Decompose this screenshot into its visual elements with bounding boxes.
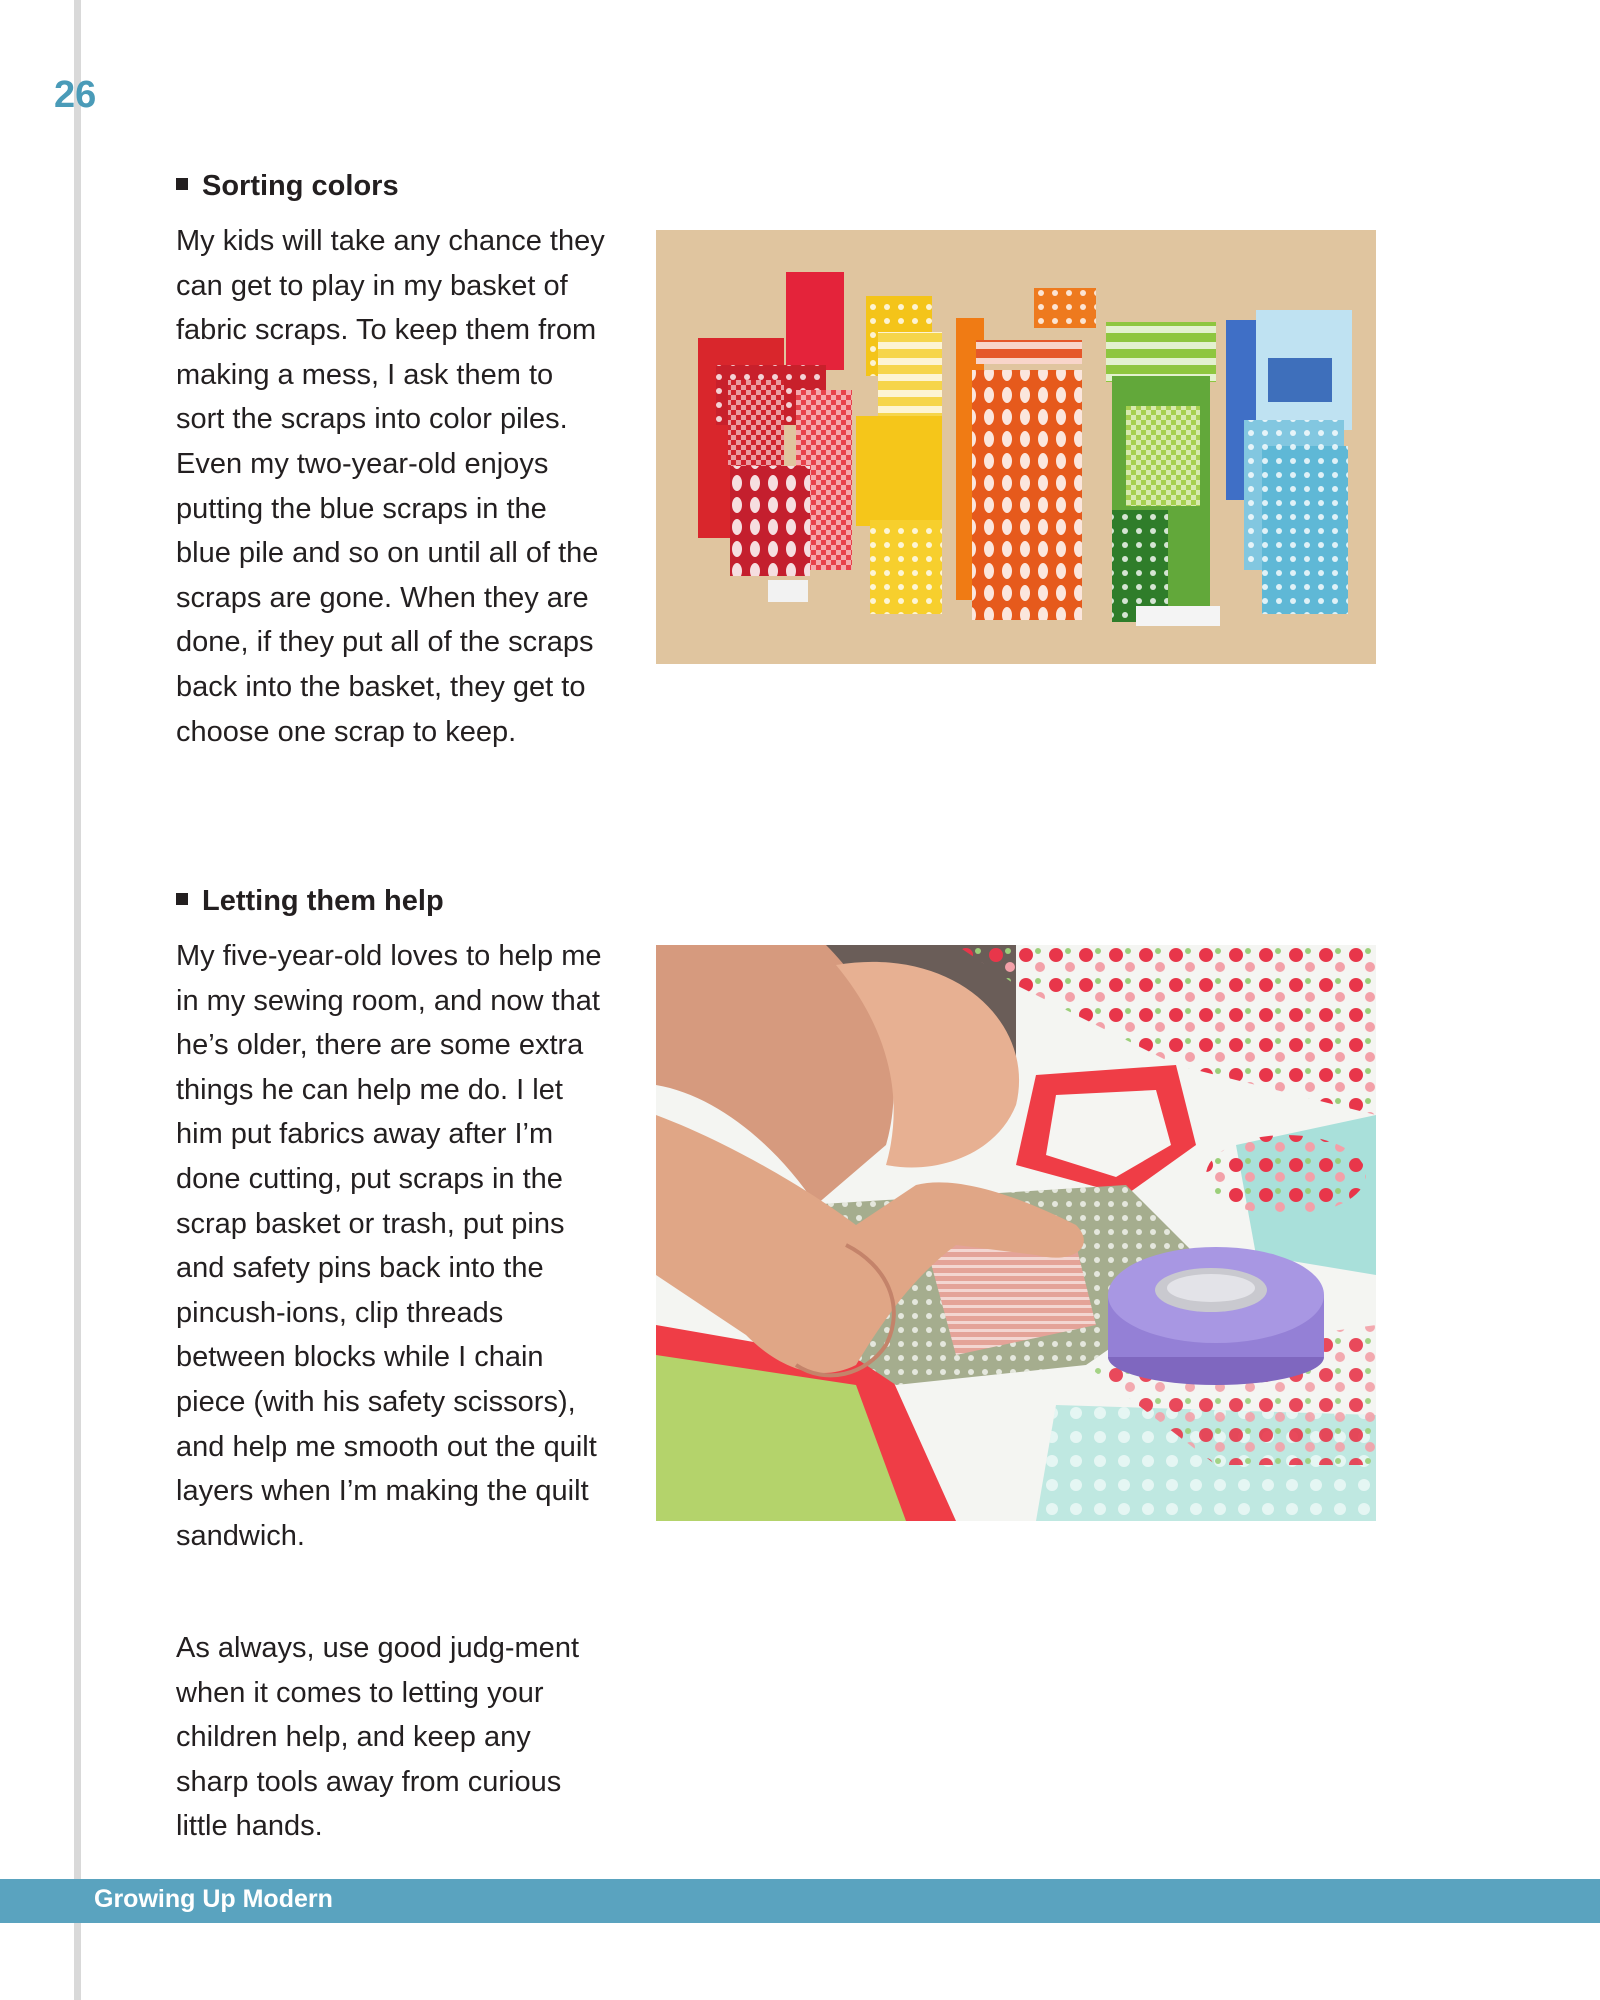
- square-bullet-icon: [176, 178, 188, 190]
- footer-bar: [0, 1879, 1600, 1923]
- page-spine-bar: [74, 0, 81, 2000]
- paragraph-good-judgment: As always, use good judg-ment when it comes to letting your children help, and keep any sharp tools away from curious little hands.: [176, 1632, 579, 1843]
- section-heading-text: Letting them help: [202, 885, 444, 917]
- section-heading-text: Sorting colors: [202, 170, 399, 202]
- page-number: 26: [54, 74, 97, 116]
- paragraph-sorting-colors: My kids will take any chance they can get to play in my basket of fabric scraps. To keep them from making a mess, I ask them to sort the scraps into color piles. Even my two-year-old enjoys putting the blue scraps in the blue pile and so on until all of the scraps are gone. When they are done, if they put all of the scraps back into the basket, they get to choose one scrap to keep.: [176, 225, 605, 748]
- section-heading-sorting-colors: [176, 170, 399, 203]
- paragraph-letting-them-help: My five-year-old loves to help me in my sewing room, and now that he’s older, there are some extra things he can help me do. I let him put fabrics away after I’m done cutting, put scraps in the scrap basket or trash, put pins and safety pins back into the pincush-ions, clip threads between blocks while I chain piece (with his safety scissors), and help me smooth out the quilt layers when I’m making the quilt sandwich.: [176, 940, 602, 1552]
- section-heading-letting-them-help: [176, 885, 444, 918]
- square-bullet-icon: [176, 893, 188, 905]
- quilt-and-pincushion-illustration: [656, 945, 1376, 1521]
- fabric-scraps-illustration: [656, 230, 1376, 664]
- photo-child-smoothing-quilt: [656, 945, 1376, 1521]
- photo-sorted-fabric-scraps: [656, 230, 1376, 664]
- footer-book-title: Growing Up Modern: [94, 1885, 333, 1913]
